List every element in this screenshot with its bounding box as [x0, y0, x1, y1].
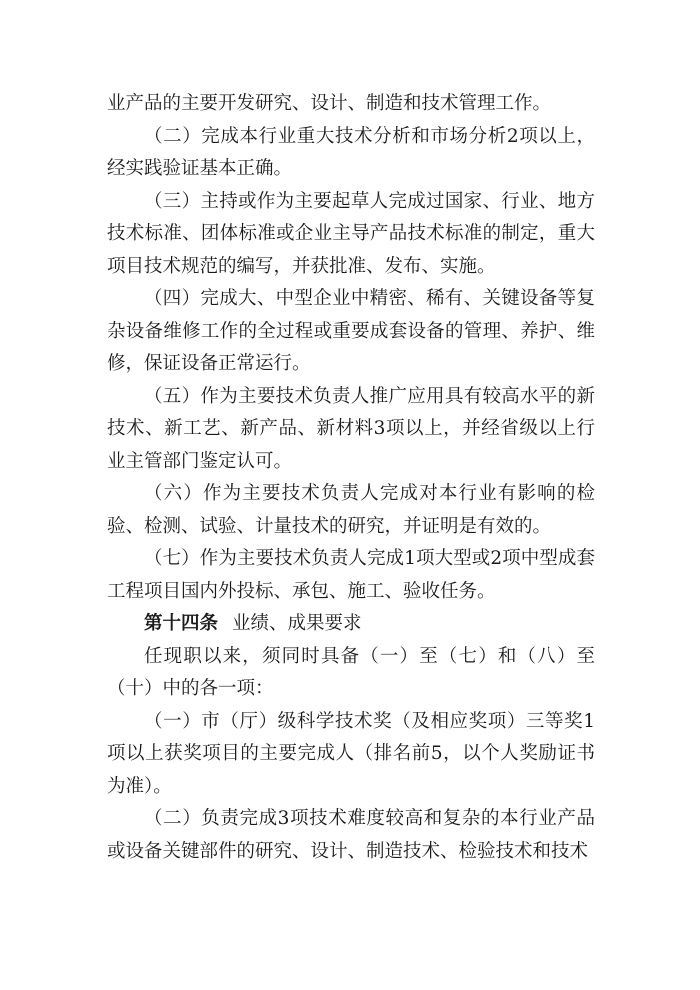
document-page	[107, 88, 595, 868]
paragraph-requirement-2: （二）负责完成3项技术难度较高和复杂的本行业产品或设备关键部件的研究、设计、制造技术、检验技术和技术	[107, 808, 595, 862]
paragraph-intro: 任现职以来，须同时具备（一）至（七）和（八）至（十）中的各一项：	[107, 645, 595, 699]
paragraph-item-7: （七）作为主要技术负责人完成1项大型或2项中型成套工程项目国内外投标、承包、施工、验收任务。	[107, 548, 595, 602]
paragraph-item-6: （六）作为主要技术负责人完成对本行业有影响的检验、检测、试验、计量技术的研究，并证明是有效的。	[107, 483, 595, 537]
article-title: 业绩、成果要求	[232, 613, 362, 634]
paragraph-item-3: （三）主持或作为主要起草人完成过国家、行业、地方技术标准、团体标准或企业主导产品技术标准的制定，重大项目技术规范的编写，并获批准、发布、实施。	[107, 190, 595, 277]
article-number: 第十四条	[144, 613, 219, 634]
paragraph-item-5: （五）作为主要技术负责人推广应用具有较高水平的新技术、新工艺、新产品、新材料3项以上，并经省级以上行业主管部门鉴定认可。	[107, 385, 595, 472]
paragraph-item-2: （二）完成本行业重大技术分析和市场分析2项以上，经实践验证基本正确。	[107, 125, 595, 179]
paragraph-continuation: 业产品的主要开发研究、设计、制造和技术管理工作。	[107, 93, 552, 114]
article-heading	[107, 608, 595, 641]
paragraph-requirement-1: （一）市（厅）级科学技术奖（及相应奖项）三等奖1项以上获奖项目的主要完成人（排名前5，以个人奖励证书为准）。	[107, 710, 595, 797]
paragraph-item-4: （四）完成大、中型企业中精密、稀有、关键设备等复杂设备维修工作的全过程或重要成套设备的管理、养护、维修，保证设备正常运行。	[107, 288, 595, 374]
